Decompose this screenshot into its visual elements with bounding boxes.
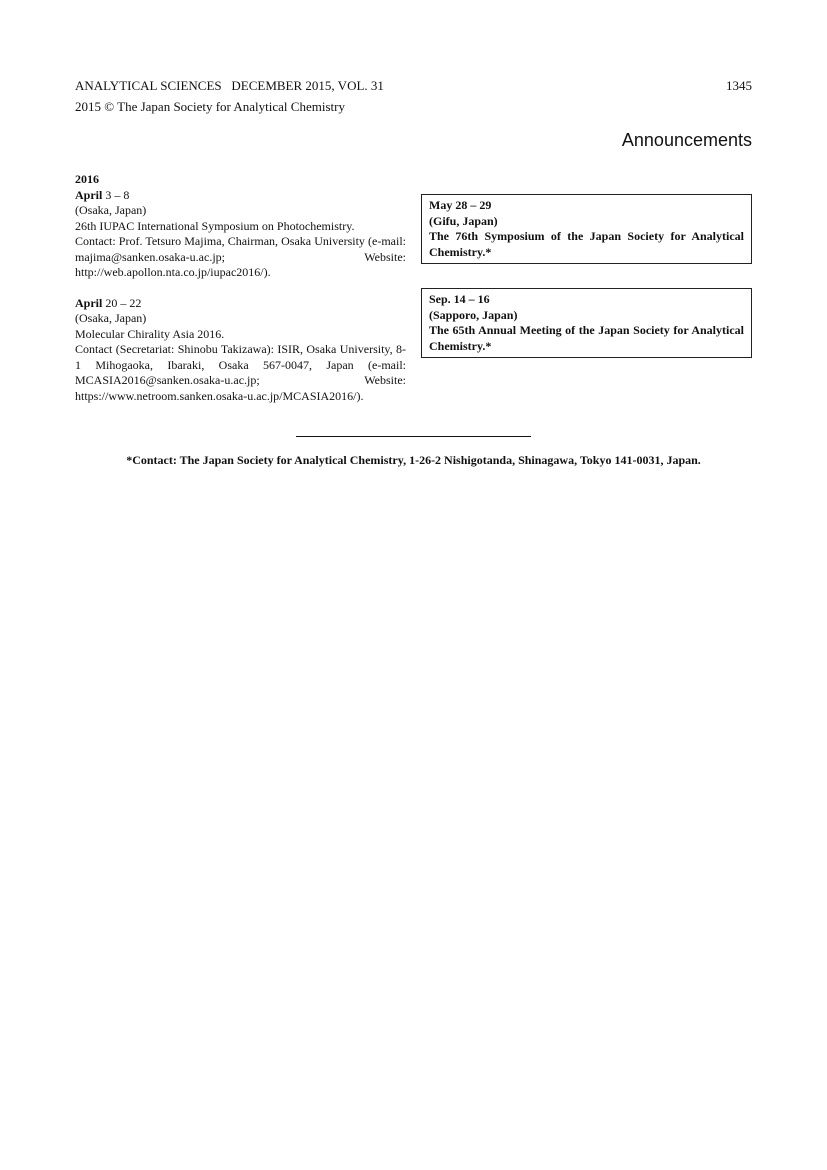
event-days: 20 – 22 [102, 295, 142, 310]
event-entry [75, 296, 406, 405]
event-contact: Contact: Prof. Tetsuro Majima, Chairman, Osaka University (e-mail: majima@sanken.osaka-u.ac.jp; Website: http://web.apollon.nta.co.jp/iupac2016/). [75, 234, 406, 279]
box-title: The 65th Annual Meeting of the Japan Society for Analytical Chemistry.* [429, 323, 744, 353]
event-location: (Osaka, Japan) [75, 203, 147, 217]
event-entry [75, 188, 406, 281]
footnote: *Contact: The Japan Society for Analytical Chemistry, 1-26-2 Nishigotanda, Shinagawa, Tokyo 141-0031, Japan. [126, 453, 701, 467]
box-location: (Sapporo, Japan) [429, 307, 518, 322]
event-contact: Contact (Secretariat: Shinobu Takizawa): ISIR, Osaka University, 8-1 Mihogaoka, Ibaraki, Osaka 567-0047, Japan (e-mail: MCASIA2016@sanken.osaka-u.ac.jp; Website: https://www.netroom.sanken.osaka-u.ac.jp/MCASIA2016/). [75, 342, 406, 403]
event-month: April [75, 295, 103, 310]
event-days: 3 – 8 [102, 187, 130, 202]
event-title: Molecular Chirality Asia 2016. [75, 326, 225, 341]
event-date [75, 296, 406, 312]
box-date: Sep. 14 – 16 [429, 292, 490, 306]
running-header [75, 75, 384, 117]
event-title: 26th IUPAC International Symposium on Photochemistry. [75, 218, 355, 233]
right-column [421, 194, 752, 382]
page-number: 1345 [726, 78, 752, 93]
event-month: April [75, 187, 103, 202]
left-column [75, 172, 406, 419]
box-date: May 28 – 29 [429, 198, 492, 212]
year-heading: 2016 [75, 172, 99, 186]
journal-line: ANALYTICAL SCIENCES DECEMBER 2015, VOL. 31 [75, 78, 384, 93]
jsac-event-box [421, 194, 752, 264]
event-location: (Osaka, Japan) [75, 311, 147, 325]
footnote-divider [296, 436, 531, 437]
jsac-event-box [421, 288, 752, 358]
copyright-line: 2015 © The Japan Society for Analytical Chemistry [75, 99, 345, 114]
box-title: The 76th Symposium of the Japan Society for Analytical Chemistry.* [429, 229, 744, 259]
section-title: Announcements [621, 130, 752, 150]
box-location: (Gifu, Japan) [429, 213, 498, 228]
event-date [75, 188, 406, 204]
